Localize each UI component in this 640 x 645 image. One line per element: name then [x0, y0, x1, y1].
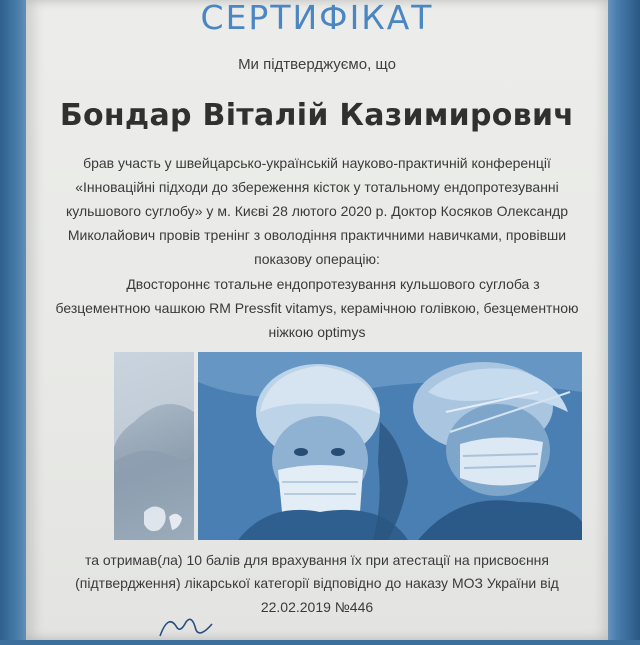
certificate-paper: [26, 0, 608, 640]
signature-mark: [156, 612, 226, 640]
body-line-6: Двостороннє тотальне ендопротезування кульшового суглоба з: [126, 276, 540, 292]
body-line-7: безцементною чашкою RM Pressfit vitamys, керамічною голівкою, безцементною: [55, 300, 579, 316]
certificate-title: СЕРТИФІКАТ: [200, 0, 434, 37]
body-line-4: Миколайович провів тренінг з оволодіння практичними навичками, провівши: [67, 227, 567, 243]
surgeons-photo: [198, 352, 582, 540]
side-photo: [114, 352, 194, 540]
body-line-8: ніжкою optimys: [268, 324, 366, 340]
body-line-5: показову операцію:: [254, 251, 380, 267]
certificate-subtitle: Ми підтверджуємо, що: [238, 56, 396, 73]
recipient-name: Бондар Віталій Казимирович: [59, 98, 575, 133]
closing-line-2: (підтвердження) лікарської категорії відповідно до наказу МОЗ України від: [75, 575, 559, 591]
right-blue-frame: [606, 0, 640, 640]
body-line-1: брав участь у швейцарсько-українській науково-практичній конференції: [83, 155, 551, 171]
closing-line-1: та отримав(ла) 10 балів для врахування їх при атестації на присвоєння: [85, 552, 549, 568]
body-line-2: «Інноваційні підходи до збереження кісток у тотальному ендопротезуванні: [75, 179, 559, 195]
closing-line-3: 22.02.2019 №446: [260, 599, 374, 615]
body-line-3: кульшового суглобу» у м. Києві 28 лютого 2020 р. Доктор Косяков Олександр: [65, 203, 569, 219]
